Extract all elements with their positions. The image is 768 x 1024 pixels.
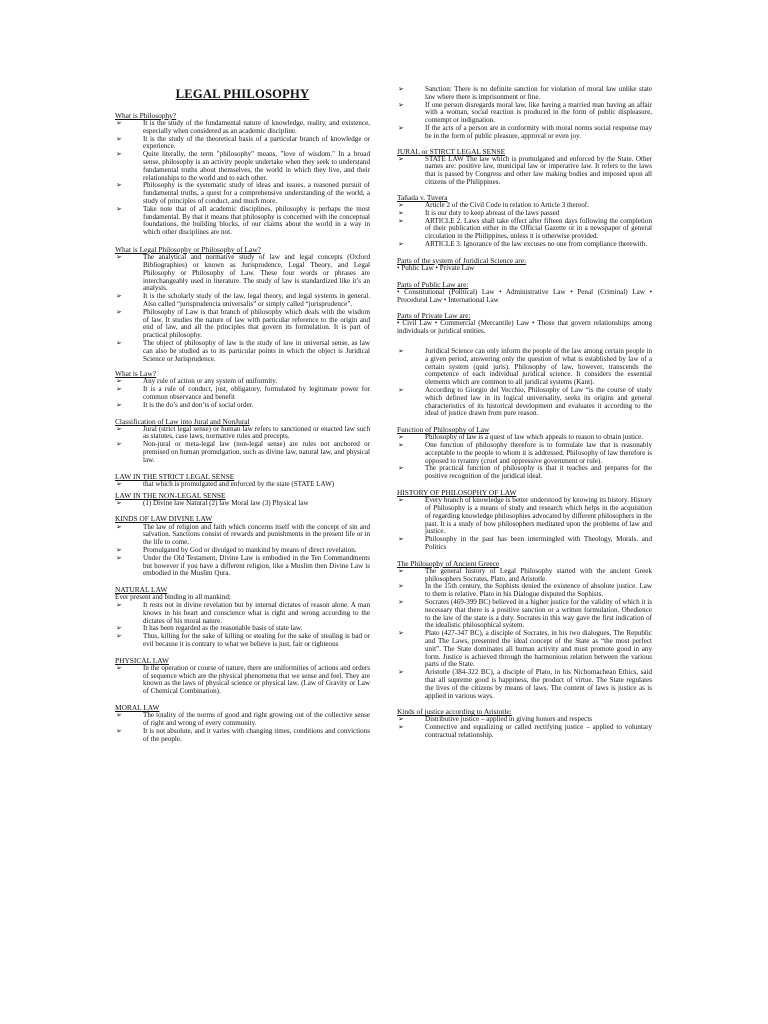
list-item	[397, 497, 652, 536]
list-item	[397, 465, 652, 481]
arrow-bullet-icon: ➢	[116, 522, 122, 531]
section	[115, 418, 370, 465]
list-item	[115, 441, 370, 464]
list-item-text: It is a rule of conduct, just, obligatory, formulated by legitimate power for common observance and benefit	[143, 385, 370, 401]
section	[397, 86, 652, 141]
arrow-bullet-icon: ➢	[398, 535, 404, 544]
list-item-text: Under the Old Testament, Divine Law is embodied in the Ten Commandments but however if you have a different religion, like a Muslim then Divine Law is embodied in the Muslim Qura.	[143, 553, 370, 578]
section-heading: Function of Philosophy of Law	[397, 425, 490, 435]
arrow-bullet-icon: ➢	[398, 582, 404, 591]
section-heading: Parts of the system of Juridical Science are:	[397, 255, 527, 265]
list-item-text: The practical function of philosophy is that it teaches and prepares for the positive recognition of the juridical ideal.	[425, 464, 652, 481]
list-item-text: Promulgated by God or divulged to mankind by means of direct revelation.	[143, 545, 357, 554]
arrow-bullet-icon: ➢	[398, 347, 404, 355]
list-item	[397, 86, 652, 102]
section-heading: Classification of Law into Jural and NonJural	[115, 416, 250, 426]
bullet-list	[115, 602, 370, 649]
bullet-list	[115, 500, 370, 508]
list-item-text: Plato (427-347 BC), a disciple of Socrates, in his two dialogues, The Republic and The Laws, presented the ideal concept of the State as “the most perfect unit”. The State dominates all human activity and must promote good in any form. Justice is achieved through the harmonious relation between the various parts of the State.	[425, 629, 652, 669]
bullet-list	[397, 202, 652, 249]
bullet-list	[397, 568, 652, 701]
list-item-text: Sanction: There is no definite sanction for violation of moral law unlike state law where there is imprisonment or fine.	[425, 85, 652, 101]
list-item-text: Philosophy of law is a quest of law which appeals to reason to obtain justice.	[425, 433, 644, 442]
bullet-list	[397, 716, 652, 739]
section	[397, 257, 652, 273]
bullet-list	[115, 712, 370, 743]
bullet-list	[397, 434, 652, 481]
list-item	[397, 536, 652, 552]
list-item	[115, 340, 370, 363]
list-item-text: It is the study of the fundamental nature of knowledge, reality, and existence, especially when considered as an academic discipline.	[143, 119, 370, 135]
list-item	[115, 728, 370, 744]
section	[115, 473, 370, 489]
list-item-text: According to Giorgio del Vecchio, Philosophy of Law “is the course of study which defined law in its logical universality, seeks its origins and general characteristics of its historical development and evaluates it according to the ideal of justice drawn from pure reason.	[425, 385, 652, 418]
arrow-bullet-icon: ➢	[398, 668, 404, 677]
section	[115, 246, 370, 363]
list-item-text: The general history of Legal Philosophy started with the ancient Greek philosophers Socrates, Plato, and Aristotle.	[425, 566, 652, 583]
list-item	[397, 348, 652, 387]
arrow-bullet-icon: ➢	[116, 424, 122, 433]
arrow-bullet-icon: ➢	[398, 385, 404, 394]
arrow-bullet-icon: ➢	[398, 216, 404, 225]
list-item-text: The analytical and normative study of law and legal concepts (Oxford Bibliographies) or known as Jurisprudence, Legal Theory, and Legal Philosophy or Philosophy of Law. These four words or phrases are interchangeably used in literature. The study of law is standardized like it’s an analysis.	[143, 253, 370, 293]
arrow-bullet-icon: ➢	[398, 85, 404, 93]
section	[115, 586, 370, 649]
section	[115, 704, 370, 743]
section-heading: PHYSICAL LAW	[115, 655, 169, 665]
list-item	[115, 402, 370, 410]
section-heading: Kinds of justice according to Aristotle:	[397, 707, 512, 717]
section	[115, 112, 370, 237]
section	[115, 657, 370, 696]
arrow-bullet-icon: ➢	[116, 632, 122, 641]
section-heading: NATURAL LAW	[115, 585, 168, 595]
section	[397, 312, 652, 336]
arrow-bullet-icon: ➢	[116, 545, 122, 554]
bullet-list	[115, 426, 370, 465]
bullet-list	[115, 665, 370, 696]
list-item	[115, 386, 370, 402]
bullet-list	[115, 481, 370, 489]
bullet-list	[397, 497, 652, 552]
list-item-text: Philosophy of Law is that branch of philosophy which deals with the wisdom of law. It studies the nature of law with particular reference to the origin and end of law, and all the principles that govern its formulation. It is part of practical philosophy.	[143, 307, 370, 340]
section-intro: • Constitutional (Political) Law • Administrative Law • Penal (Criminal) Law • Procedural Law • International Law	[397, 287, 652, 304]
arrow-bullet-icon: ➢	[116, 663, 122, 672]
arrow-bullet-icon: ➢	[398, 154, 404, 163]
arrow-bullet-icon: ➢	[398, 433, 404, 442]
bullet-list	[115, 120, 370, 237]
list-item	[115, 136, 370, 152]
bullet-list	[115, 254, 370, 363]
list-item-text: If the acts of a person are in conformity with moral norms social response may be in the form of public pleasure, approval or even joy.	[425, 123, 652, 140]
list-item-text: In the operation or course of nature, there are uniformities of actions and orders of sequence which are the physical phenomena that we sense and feel. They are known as the laws of physical science or physical law. (Law of Gravity or Law of Chemical Combination).	[143, 663, 370, 696]
arrow-bullet-icon: ➢	[398, 123, 404, 132]
list-item	[397, 156, 652, 187]
section	[115, 492, 370, 508]
list-item-text: ARTICLE 2. Laws shall take effect after fifteen days following the completion of their publication either in the Official Gazette or in a newspaper of general circulation in the Philippines, unless it is otherwise provided.	[425, 216, 652, 241]
list-item	[115, 120, 370, 136]
list-item	[397, 442, 652, 465]
section-heading: The Philosophy of Ancient Greece	[397, 558, 500, 568]
section-heading: Parts of Private Law are:	[397, 311, 471, 321]
bullet-list	[397, 348, 652, 418]
arrow-bullet-icon: ➢	[398, 239, 404, 248]
left-column	[115, 86, 370, 746]
list-item-text: Philosophy in the past has been intermingled with Theology, Morals, and Politics	[425, 535, 652, 551]
list-item-text: (1) Divine law Natural (2) law Moral law (3) Physical law	[143, 498, 309, 507]
section-heading: MORAL LAW	[115, 703, 160, 713]
list-item-text: ARTICLE 3. Ignorance of the law excuses no one from compliance therewith.	[425, 239, 647, 248]
list-item-text: Juridical Science can only inform the people of the law among certain people in a given period, answering only the question of what is established by law of a certain system (quid juris). Philosophy of law, however, transcends the competence of each individual juridical science. It considers the essential elements which are common to all juridical systems (Kant).	[425, 347, 652, 387]
arrow-bullet-icon: ➢	[116, 400, 122, 409]
list-item-text: Aristotle (384-322 BC), a disciple of Plato, in his Nichomachean Ethics, said that all supreme good is happiness, the product of virtue. The State regulates the lives of the citizens by means of laws. The content of laws is justice as is applied in various ways.	[425, 668, 652, 700]
list-item-text: The totality of the norms of good and right growing out of the collective sense of right and wrong of every community.	[143, 711, 370, 727]
section	[397, 426, 652, 481]
list-item	[115, 151, 370, 182]
section	[397, 148, 652, 187]
list-item-text: Article 2 of the Civil Code in relation to Article 3 thereof.	[425, 200, 589, 209]
list-item-text: STATE LAW The law which is promulgated and enforced by the State. Other names are: positive law, municipal law or imperative law. It refers to the laws that is passed by Congress and other law making bodies and imposed upon all citizens of the Philippines.	[425, 154, 652, 187]
arrow-bullet-icon: ➢	[116, 553, 122, 562]
bullet-list	[397, 86, 652, 141]
list-item	[115, 481, 370, 489]
list-item-text: It is not absolute, and it varies with changing times, conditions and convictions of the people.	[143, 726, 370, 743]
list-item-text: Non-jural or meta-legal law (non-legal sense) are rules not anchored or premised on human promulgation, such as divine law, natural law, and physical law.	[143, 440, 370, 464]
list-item	[397, 241, 652, 249]
list-item-text: that which is promulgated and enforced by the state (STATE LAW)	[143, 479, 335, 488]
list-item-text: Thus, killing for the sake of killing or stealing for the sake of stealing is bad or evil because it is contrary to what we believe is just, fair or righteous	[143, 632, 370, 648]
list-item-text: Take note that of all academic disciplines, philosophy is perhaps the most fundamental. By that it means that philosophy is concerned with the conceptual foundations, the building blocks, of our claims about the world in a way in which other disciplines are not.	[143, 204, 370, 237]
list-item-text: Distributive justice – applied in giving honors and respects	[425, 715, 593, 724]
section-heading: LAW IN THE NON-LEGAL SENSE	[115, 490, 226, 500]
list-item-text: Connective and equalizing or called rectifying justice – applied to voluntary contractual relationship.	[425, 723, 652, 740]
list-item	[115, 633, 370, 649]
arrow-bullet-icon: ➢	[116, 624, 122, 633]
arrow-bullet-icon: ➢	[116, 181, 122, 190]
section-heading: What is Philosophy?	[115, 111, 177, 120]
arrow-bullet-icon: ➢	[116, 479, 122, 488]
list-item-text: One function of philosophy therefore is to formulate law that is reasonably acceptable to the people to whom it is addressed. Philosophy of law therefore is opposed to tyranny (cruel and oppressive government or rule).	[425, 441, 652, 465]
arrow-bullet-icon: ➢	[116, 601, 122, 609]
arrow-bullet-icon: ➢	[116, 385, 122, 394]
list-item-text: In the 15th century, the Sophists denied the existence of absolute justice. Law to them is relative. Plato in his Dialogue disputed the Sophists.	[425, 582, 652, 599]
arrow-bullet-icon: ➢	[116, 440, 122, 449]
list-item	[115, 182, 370, 205]
section-heading: HISTORY OF PHILOSOPHY OF LAW	[397, 488, 517, 498]
bullet-list	[115, 378, 370, 409]
list-item-text: The object of philosophy of law is the study of law in universal sense, as law can also be studied as to its particular points in which the object is Juridical Science or Jurisprudence.	[143, 338, 370, 363]
list-item	[397, 669, 652, 700]
arrow-bullet-icon: ➢	[398, 598, 404, 606]
arrow-bullet-icon: ➢	[116, 150, 122, 159]
list-item-text: Every branch of knowledge is better understood by knowing its history. History of Philosophy is a means of study and research which helps in the acquisition of regarding knowledge philosophies advocated by different philosophers in the past. It is a study of how philosophers meditated upon the problems of law and justice.	[425, 496, 652, 536]
list-item	[115, 254, 370, 293]
list-item-text: It is the scholarly study of the law, legal theory, and legal systems in general. Also called “jurisprudencia universalis” or simply called “jurisprudence”.	[143, 292, 370, 308]
section-heading: KINDS OF LAW DIVINE LAW	[115, 514, 213, 524]
list-item	[397, 568, 652, 584]
arrow-bullet-icon: ➢	[116, 338, 122, 347]
list-item-text: It is our duty to keep abreast of the laws passed	[425, 208, 560, 217]
section	[397, 708, 652, 739]
list-item	[115, 293, 370, 309]
arrow-bullet-icon: ➢	[116, 377, 122, 386]
list-item-text: Any rule of action or any system of uniformity.	[143, 377, 278, 386]
list-item-text: It has been regarded as the reasonable basis of state law.	[143, 624, 303, 633]
list-item	[397, 125, 652, 141]
section-heading: JURAL or STIRCT LEGAL SENSE	[397, 146, 506, 156]
section-heading: LAW IN THE STRICT LEGAL SENSE	[115, 471, 235, 481]
arrow-bullet-icon: ➢	[398, 629, 404, 638]
list-item	[397, 724, 652, 740]
list-item-text: It is the do’s and don’ts of social order.	[143, 400, 254, 409]
list-item	[115, 309, 370, 340]
list-item	[397, 387, 652, 418]
list-item	[115, 426, 370, 442]
arrow-bullet-icon: ➢	[116, 204, 122, 213]
arrow-bullet-icon: ➢	[116, 134, 122, 143]
list-item-text: Quite literally, the term "philosophy" means, "love of wisdom." In a broad sense, philosophy is an activity people undertake when they seek to understand fundamental truths about themselves, the world in which they live, and their relationships to the world and to each other.	[143, 150, 370, 182]
section-heading: Parts of Public Law are:	[397, 279, 469, 289]
section-heading: What is Law?	[115, 369, 157, 379]
list-item	[115, 206, 370, 237]
list-item-text: The law of religion and faith which concerns itself with the concept of sin and salvation. Sanctions consist of rewards and punishments in the present life or in the life to come.	[143, 522, 370, 547]
list-item-text: It is the study of the theoretical basis of a particular branch of knowledge or experience.	[143, 134, 370, 151]
section	[397, 194, 652, 249]
section-intro: • Public Law • Private Law	[397, 263, 475, 272]
arrow-bullet-icon: ➢	[116, 307, 122, 316]
list-item	[115, 602, 370, 625]
section	[115, 370, 370, 409]
list-item-text: It rests not in divine revelation but by internal dictates of reason alone. A man knows in his heart and conscience what is right and wrong according to the dictates of his moral nature.	[143, 601, 370, 625]
arrow-bullet-icon: ➢	[398, 496, 404, 505]
list-item-text: If one person disregards moral law, like having a married man having an affair with a woman, social reaction is produced in the form of public displeasure, contempt or indignation.	[425, 100, 652, 125]
arrow-bullet-icon: ➢	[398, 723, 404, 732]
list-item	[115, 555, 370, 578]
arrow-bullet-icon: ➢	[116, 498, 122, 507]
arrow-bullet-icon: ➢	[116, 726, 122, 735]
list-item-text: Socrates (469-399 BC) believed in a higher justice for the validity of which it is necessary that there is a positive sanction or a written formulation. Obedience to the law of the state is a duty. Socrates in this way gave the first indication of the idealistic philosophical system.	[425, 598, 652, 630]
section-heading: Tañada v. Tuvera	[397, 192, 448, 202]
section-heading: What is Legal Philosophy or Philosophy of Law?	[115, 245, 261, 255]
list-item	[397, 599, 652, 630]
section	[397, 348, 652, 418]
arrow-bullet-icon: ➢	[398, 464, 404, 473]
section-intro: • Civil Law • Commercial (Mercantile) Law • Those that govern relationships among individuals or juridical entities.	[397, 319, 652, 336]
list-item	[397, 102, 652, 125]
list-item	[115, 500, 370, 508]
bullet-list	[115, 524, 370, 579]
arrow-bullet-icon: ➢	[398, 566, 404, 575]
list-item	[115, 665, 370, 696]
section	[115, 515, 370, 578]
right-column	[397, 86, 652, 743]
section	[397, 560, 652, 701]
section-intro: Ever present and binding in all mankind;	[115, 593, 231, 602]
arrow-bullet-icon: ➢	[398, 715, 404, 724]
list-item	[115, 524, 370, 547]
section	[397, 281, 652, 305]
arrow-bullet-icon: ➢	[116, 711, 122, 720]
bullet-list	[397, 156, 652, 187]
section	[397, 489, 652, 552]
arrow-bullet-icon: ➢	[398, 200, 404, 209]
arrow-bullet-icon: ➢	[398, 100, 404, 109]
document-title: LEGAL PHILOSOPHY	[175, 87, 310, 101]
list-item-text: Philosophy is the systematic study of ideas and issues, a reasoned pursuit of fundamental truths, a quest for a comprehensive understanding of the world, a study of principles of conduct, and much more.	[143, 181, 370, 206]
arrow-bullet-icon: ➢	[398, 441, 404, 450]
arrow-bullet-icon: ➢	[116, 292, 122, 301]
list-item-text: Jural (strict legal sense) or human law refers to sanctioned or enacted law such as statutes, case laws, normative rules and precepts.	[143, 424, 370, 441]
list-item	[115, 712, 370, 728]
arrow-bullet-icon: ➢	[116, 253, 122, 262]
arrow-bullet-icon: ➢	[116, 119, 122, 128]
arrow-bullet-icon: ➢	[398, 208, 404, 217]
list-item	[397, 630, 652, 669]
list-item	[397, 583, 652, 599]
list-item	[397, 218, 652, 241]
